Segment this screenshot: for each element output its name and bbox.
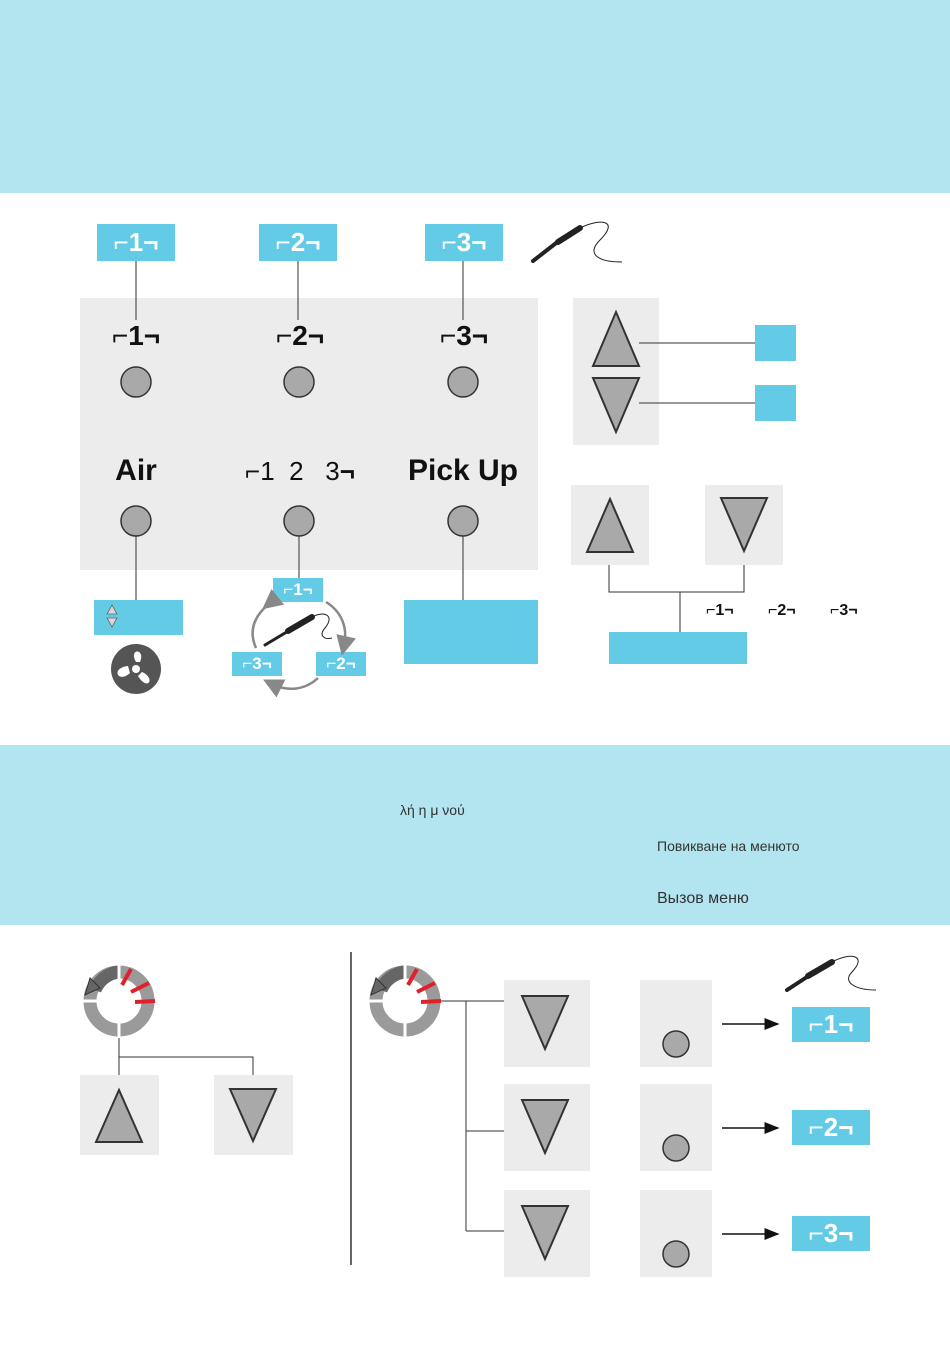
rotary-knob-icon	[369, 965, 441, 1037]
selector-label-2: ⌐2¬	[768, 602, 796, 619]
panel-label-2: ⌐2¬	[275, 320, 325, 351]
fan-icon	[111, 644, 161, 694]
button-3	[448, 367, 478, 397]
pickup-button	[448, 506, 478, 536]
button-1	[121, 367, 151, 397]
sequence-button	[284, 506, 314, 536]
selector-label-1: ⌐1¬	[706, 602, 734, 619]
result-tag-2: ⌐ 2 ¬	[792, 1110, 870, 1145]
cycle-tag-3: ⌐ 3 ¬	[232, 652, 282, 676]
station-button-1	[663, 1031, 689, 1057]
panel-label-1: ⌐1¬	[111, 320, 161, 351]
soldering-iron-icon	[533, 222, 622, 262]
bulgarian-text: Повикване на менюто	[657, 838, 800, 854]
sequence-label: ⌐1 2 3¬	[245, 456, 355, 486]
air-label: Air	[115, 454, 157, 487]
button-2	[284, 367, 314, 397]
result-tag-1: ⌐ 1 ¬	[792, 1007, 870, 1042]
connector-line	[609, 565, 744, 592]
greek-text: λή η μ νού	[400, 802, 465, 818]
slot-tag-2: ⌐ 2 ¬	[259, 224, 337, 261]
russian-text: Вызов меню	[657, 890, 749, 907]
pickup-label: Pick Up	[407, 454, 519, 487]
cycle-tag-1: ⌐ 1 ¬	[273, 578, 323, 602]
cycle-tag-2: ⌐ 2 ¬	[316, 652, 366, 676]
slot-tag-3: ⌐ 3 ¬	[425, 224, 503, 261]
rotary-knob-icon	[83, 965, 155, 1037]
station-button-2	[663, 1135, 689, 1161]
up-value-box	[755, 325, 796, 361]
air-button	[121, 506, 151, 536]
slot-tag-1: ⌐ 1 ¬	[97, 224, 175, 261]
pickup-display-box	[404, 600, 538, 664]
connector-line	[119, 1038, 253, 1075]
selector-label-3: ⌐3¬	[830, 602, 858, 619]
selector-display-box	[609, 632, 747, 664]
panel-label-3: ⌐3¬	[439, 320, 489, 351]
soldering-iron-icon	[787, 956, 876, 990]
air-display-box	[94, 600, 183, 635]
soldering-iron-icon	[265, 614, 332, 645]
station-button-3	[663, 1241, 689, 1267]
down-value-box	[755, 385, 796, 421]
result-tag-3: ⌐ 3 ¬	[792, 1216, 870, 1251]
